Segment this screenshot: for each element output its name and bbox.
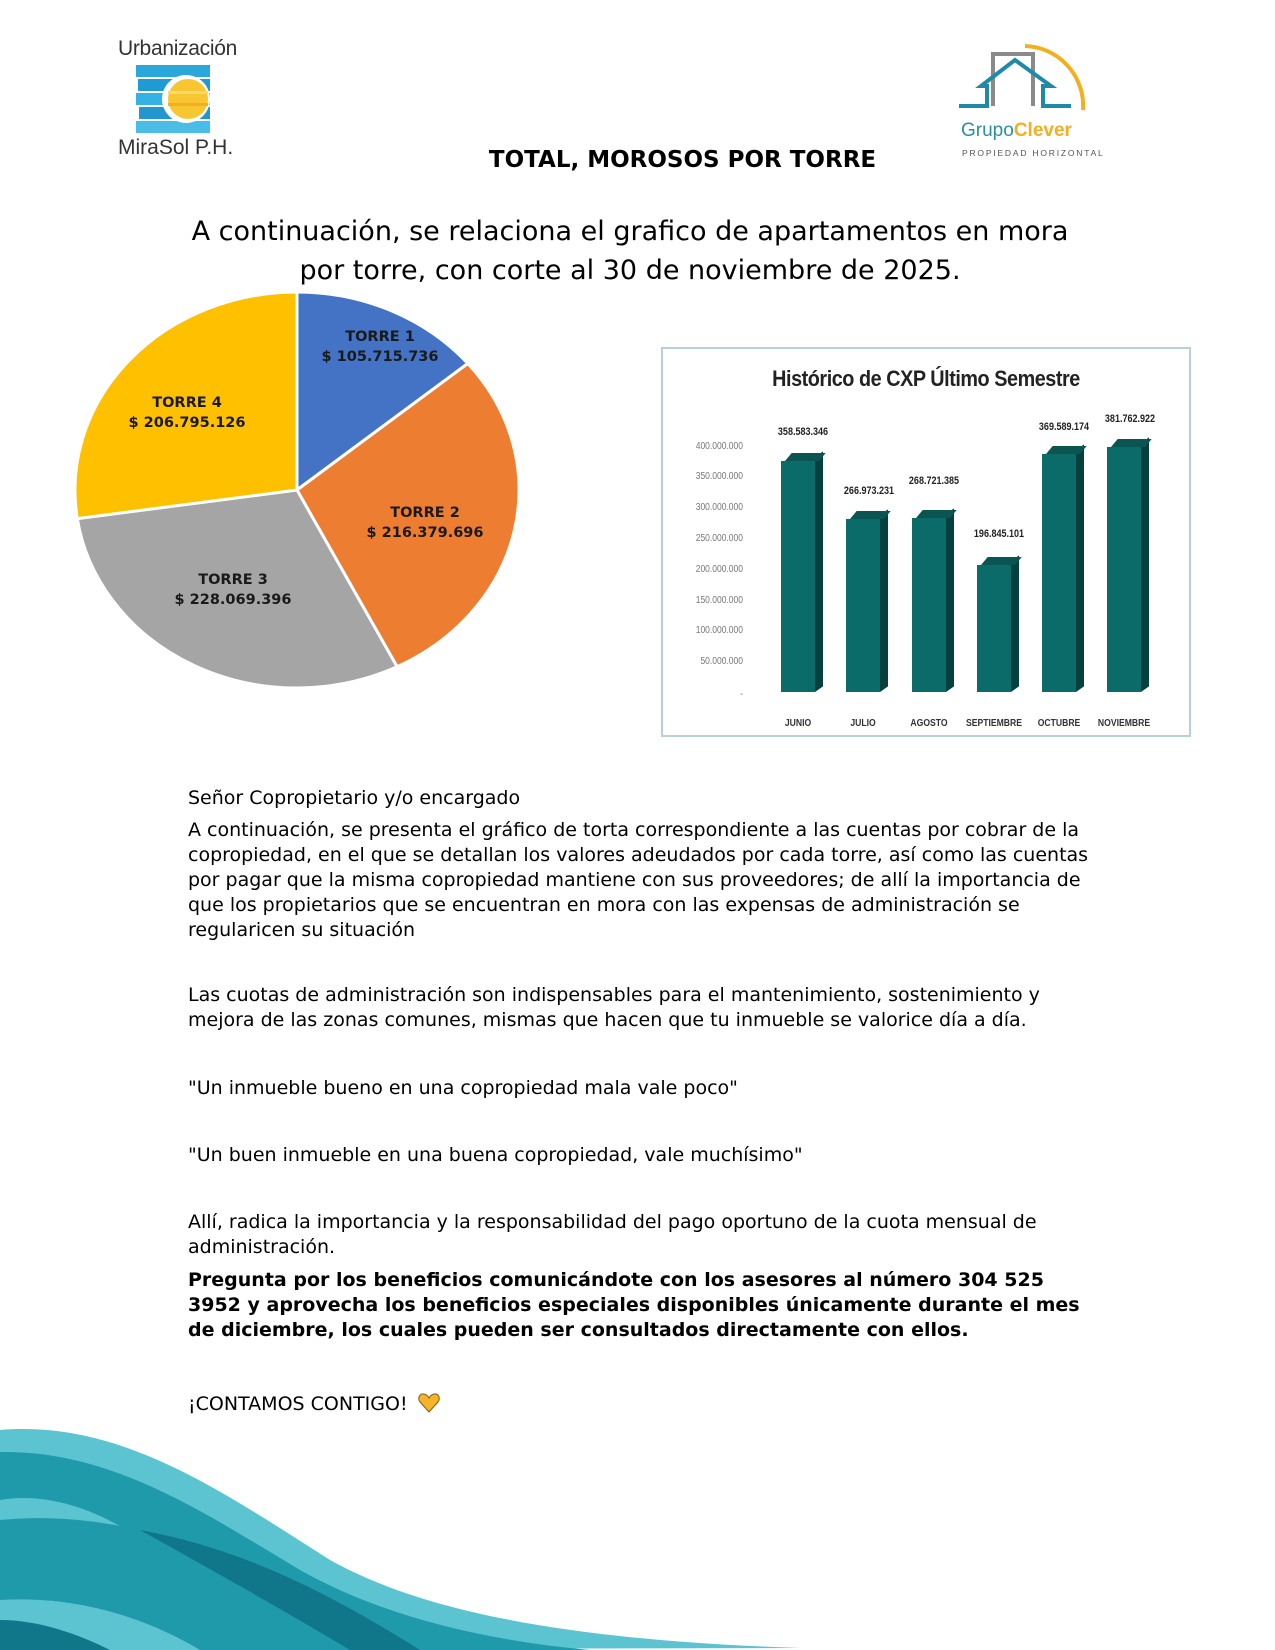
slice-value: $ 206.795.126 [128,415,246,431]
bar-value-label: 196.845.101 [973,528,1025,540]
y-tick: 100.000.000 [695,625,743,636]
x-label: AGOSTO [910,717,948,729]
bar-value-label: 381.762.922 [1104,413,1156,425]
closing-text: ¡CONTAMOS CONTIGO! [188,1393,408,1415]
sun-wave-icon [136,63,214,135]
pie-label-torre-4 [122,393,252,433]
logo-text-urbanizacion: Urbanización [118,37,237,60]
bar-value-label: 358.583.346 [777,426,829,438]
bar-octubre [1042,454,1076,692]
slice-name: TORRE 1 [345,329,415,345]
bar-noviembre [1107,447,1141,692]
bar-value-label: 369.589.174 [1038,421,1090,433]
slice-name: TORRE 4 [152,395,222,411]
brand-tagline: PROPIEDAD HORIZONTAL [962,148,1105,158]
x-label: SEPTIEMBRE [966,717,1022,729]
slice-value: $ 105.715.736 [321,349,439,365]
y-tick: 350.000.000 [695,471,743,482]
quote-malo: "Un inmueble bueno en una copropiedad mala vale poco" [188,1077,738,1099]
logo-text-mirasol: MiraSol P.H. [118,136,234,159]
pie-label-torre-3 [168,570,298,610]
brand-clever: Clever [1013,120,1072,141]
greeting: Señor Copropietario y/o encargado [188,787,521,809]
slice-value: $ 228.069.396 [174,592,292,608]
pie-label-torre-1 [315,327,445,367]
y-tick: 150.000.000 [695,595,743,606]
mirasol-logo [110,33,245,163]
pie-label-torre-2 [360,503,490,543]
yellow-heart-icon [418,1393,440,1413]
bar-value-label: 266.973.231 [843,485,895,497]
brand-name [961,120,1072,142]
bar-julio [846,519,880,692]
x-label: JUNIO [784,717,812,729]
paragraph-cuentas: A continuación, se presenta el gráfico de torta correspondiente a las cuentas por cobrar de la copropiedad, en el que se detallan los valores adeudados por cada torre, así como las cuentas por pagar que la misma copropiedad mantiene con sus proveedores; de allí la importancia de que los propietarios que se encuentran en mora con las expensas de administración se regularicen su situación [188,819,1089,941]
x-label: NOVIEMBRE [1097,717,1151,729]
page-title: TOTAL, MOROSOS POR TORRE [488,147,877,173]
bar-junio [781,461,815,692]
house-icon [955,40,1085,120]
y-tick: 300.000.000 [695,502,743,513]
slice-name: TORRE 3 [198,572,268,588]
paragraph-beneficios: Pregunta por los beneficios comunicándote con los asesores al número 304 525 3952 y aprovecha los beneficios especiales disponibles únicamente durante el mes de diciembre, los cuales pueden ser consultados directamente con ellos. [188,1269,1080,1341]
y-tick: - [740,689,743,700]
bar-agosto [912,518,946,692]
x-label: OCTUBRE [1037,717,1081,729]
y-tick: 200.000.000 [695,564,743,575]
paragraph-importancia: Allí, radica la importancia y la responsabilidad del pago oportuno de la cuota mensual de administración. [188,1211,1037,1258]
bar-chart-title: Histórico de CXP Último Semestre [772,366,1080,391]
bar-chart-cxp [661,347,1191,737]
y-tick: 50.000.000 [700,656,743,667]
brand-grupo: Grupo [961,120,1014,141]
slice-name: TORRE 2 [390,505,460,521]
closing-line [188,1392,1098,1417]
bar-septiembre [977,565,1011,692]
y-tick: 400.000.000 [695,441,743,452]
x-label: JULIO [850,717,876,729]
page-subtitle: A continuación, se relaciona el grafico de apartamentos en mora por torre, con corte al 30 de noviembre de 2025. [191,216,1069,286]
bar-value-label: 268.721.385 [908,475,960,487]
quote-bueno: "Un buen inmueble en una buena copropiedad, vale muchísimo" [188,1144,803,1166]
pie-chart-morosos [60,285,560,725]
slice-value: $ 216.379.696 [366,525,484,541]
decorative-wave-footer [0,1425,1275,1650]
paragraph-cuotas: Las cuotas de administración son indispensables para el mantenimiento, sostenimiento y mejora de las zonas comunes, mismas que hacen que tu inmueble se valorice día a día. [188,984,1040,1031]
y-tick: 250.000.000 [695,533,743,544]
